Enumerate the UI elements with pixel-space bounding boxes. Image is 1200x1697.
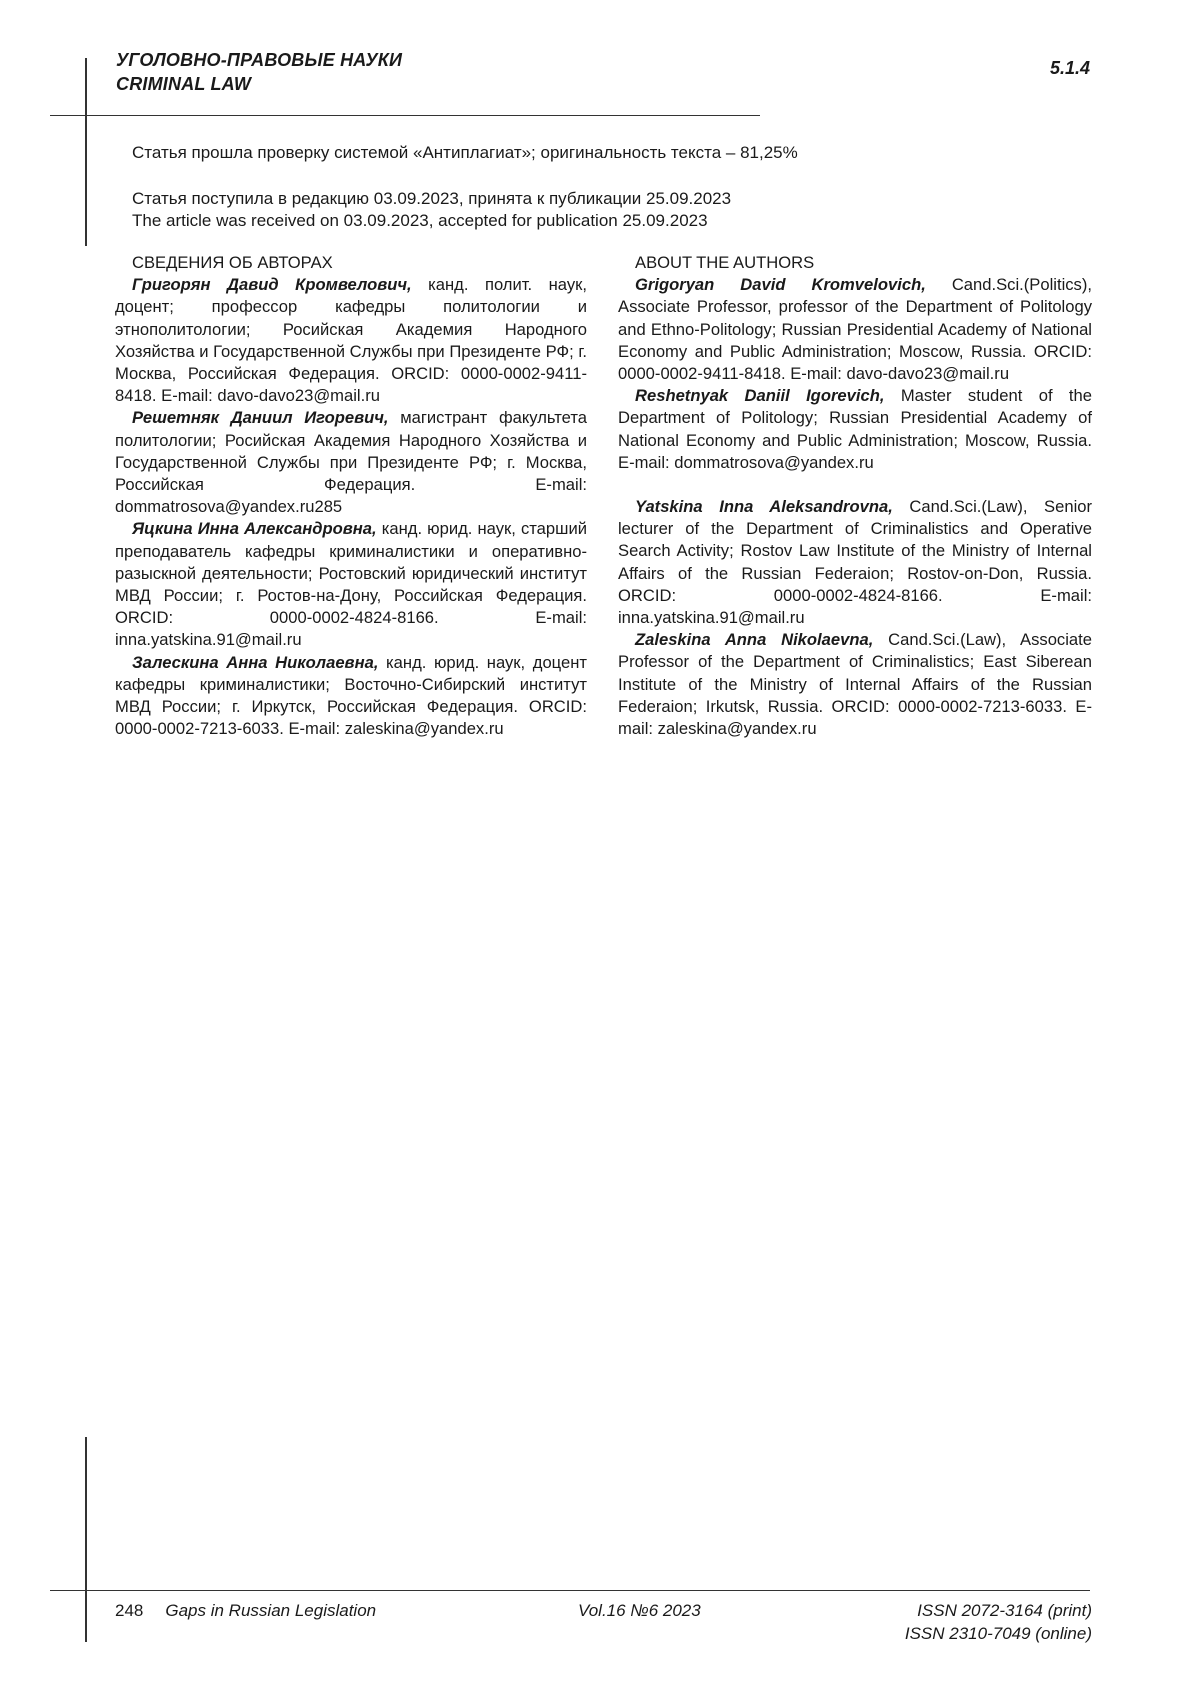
- author-en-details: Cand.Sci.(Politics), Associate Professor, professor of the Department of Politology and Ethno-Politology; Russian Presidential Academy of National Economy and Public Administration; Moscow, Russia. ORCID: 0000-0002-9411-8418. E-mail: davo-davo23@mail.ru: [618, 275, 1092, 383]
- author-ru-details: канд. юрид. наук, доцент кафедры криминалистики; Восточно-Сибирский институт МВД России; г. Иркутск, Российская Федерация. ORCID: 0000-0002-7213-6033. E-mail: zaleskina@yandex.ru: [115, 653, 587, 739]
- section-title-en: CRIMINAL LAW: [116, 72, 402, 96]
- author-en-name: Zaleskina Anna Nikolaevna,: [635, 630, 873, 649]
- author-ru-name: Залескина Анна Николаевна,: [132, 653, 378, 672]
- author-ru-details: канд. полит. наук, доцент; профессор кафедры политологии и этнополитологии; Росийская Академия Народного Хозяйства и Государственной Службы при Президенте РФ; г. Москва, Российская Федерация. ORCID: 0000-0002-9411-8418. E-mail: davo-davo23@mail.ru: [115, 275, 587, 405]
- author-ru-name: Яцкина Инна Александровна,: [132, 519, 377, 538]
- authors-en-column: [618, 252, 1092, 740]
- author-en-entry: [618, 274, 1092, 385]
- bottom-vertical-rule: [85, 1437, 87, 1642]
- author-ru-entry: [115, 274, 587, 407]
- author-en-details: Master student of the Department of Politology; Russian Presidential Academy of National Economy and Public Administration; Moscow, Russia. E-mail: dommatrosova@yandex.ru: [618, 386, 1092, 472]
- author-ru-entry: [115, 518, 587, 651]
- received-note-en: The article was received on 03.09.2023, accepted for publication 25.09.2023: [132, 210, 708, 232]
- authors-ru-column: [115, 252, 587, 740]
- author-en-entry: [618, 385, 1092, 474]
- issn-online: ISSN 2310-7049 (online): [905, 1622, 1092, 1645]
- author-en-entry: [618, 629, 1092, 740]
- author-ru-details: магистрант факультета политологии; Росийская Академия Народного Хозяйства и Государственной Службы при Президенте РФ; г. Москва, Российская Федерация. E-mail: dommatrosova@yandex.ru285: [115, 408, 587, 516]
- author-en-name: Grigoryan David Kromvelovich,: [635, 275, 926, 294]
- section-title-ru: УГОЛОВНО-ПРАВОВЫЕ НАУКИ: [116, 48, 402, 72]
- author-ru-entry: [115, 652, 587, 741]
- footer-issn: [905, 1599, 1092, 1645]
- journal-title: Gaps in Russian Legislation: [165, 1601, 376, 1620]
- authors-ru-heading: СВЕДЕНИЯ ОБ АВТОРАХ: [115, 252, 587, 274]
- plagiarism-note: Статья прошла проверку системой «Антиплагиат»; оригинальность текста – 81,25%: [132, 142, 798, 164]
- author-ru-entry: [115, 407, 587, 518]
- author-en-name: Yatskina Inna Aleksandrovna,: [635, 497, 893, 516]
- footer-left: [115, 1599, 376, 1622]
- authors-en-heading: ABOUT THE AUTHORS: [618, 252, 1092, 274]
- received-note-ru: Статья поступила в редакцию 03.09.2023, принята к публикации 25.09.2023: [132, 188, 731, 210]
- page-number: 248: [115, 1601, 143, 1620]
- footer-rule: [50, 1590, 1090, 1591]
- top-vertical-rule: [85, 58, 87, 246]
- section-rubric: [116, 48, 402, 96]
- author-en-details: Cand.Sci.(Law), Associate Professor of the Department of Criminalistics; East Siberean Institute of the Ministry of Internal Affairs of the Russian Federaion; Irkutsk, Russia. ORCID: 0000-0002-7213-6033. E-mail: zaleskina@yandex.ru: [618, 630, 1092, 738]
- specialty-code: 5.1.4: [1050, 58, 1090, 79]
- header-rule: [50, 115, 760, 116]
- author-ru-details: канд. юрид. наук, старший преподаватель кафедры криминалистики и оперативно-разыскной деятельности; Ростовский юридический институт МВД России; г. Ростов-на-Дону, Российская Федерация. ORCID: 0000-0002-4824-8166. E-mail: inna.yatskina.91@mail.ru: [115, 519, 587, 649]
- author-ru-name: Григорян Давид Кромвелович,: [132, 275, 412, 294]
- journal-volume: Vol.16 №6 2023: [578, 1599, 701, 1622]
- author-en-entry: [618, 496, 1092, 629]
- issn-print: ISSN 2072-3164 (print): [905, 1599, 1092, 1622]
- author-ru-name: Решетняк Даниил Игоревич,: [132, 408, 389, 427]
- author-en-name: Reshetnyak Daniil Igorevich,: [635, 386, 884, 405]
- author-en-details: Cand.Sci.(Law), Senior lecturer of the Department of Criminalistics and Operative Search Activity; Rostov Law Institute of the Ministry of Internal Affairs of the Russian Federaion; Rostov-on-Don, Russia. ORCID: 0000-0002-4824-8166. E-mail: inna.yatskina.91@mail.ru: [618, 497, 1092, 627]
